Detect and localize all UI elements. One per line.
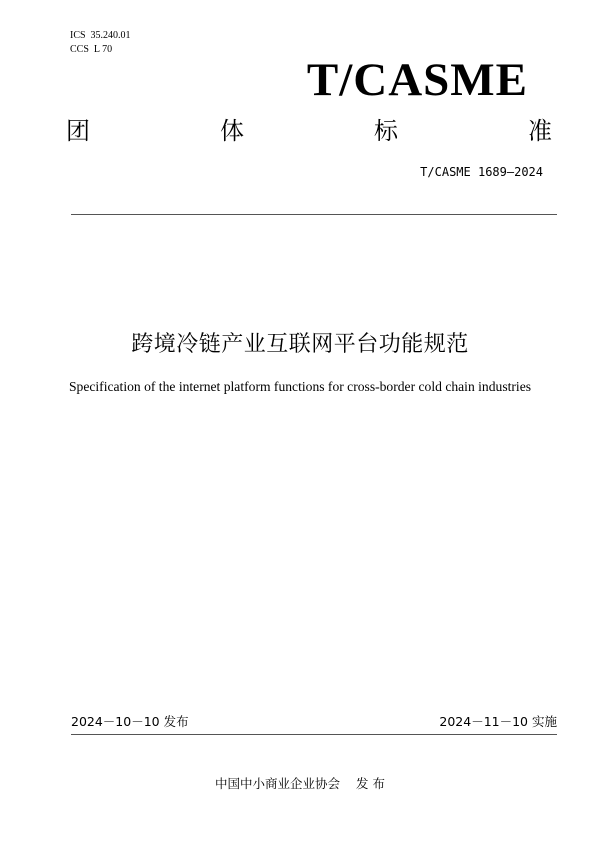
publisher-line [0, 776, 600, 792]
implementation-date: 2024－11－10 实施 [439, 714, 557, 729]
ccs-code: CCS L 70 [70, 44, 113, 55]
standard-number: T/CASME 1689—2024 [420, 165, 543, 179]
group-standard-char: 准 [528, 117, 552, 145]
brand-logo-text: T/CASME [306, 54, 528, 106]
group-standard-label [66, 116, 552, 146]
ics-code: ICS 35.240.01 [70, 30, 131, 41]
publisher-action: 发 布 [356, 776, 385, 791]
dates-row [71, 714, 557, 730]
publisher-name: 中国中小商业企业协会 [215, 776, 341, 791]
document-title-english: Specification of the internet platform functions for cross-border cold chain industries [68, 379, 532, 394]
bottom-divider [71, 734, 557, 735]
top-divider [71, 214, 557, 215]
issue-date: 2024－10－10 发布 [71, 714, 189, 729]
group-standard-char: 团 [66, 117, 90, 145]
group-standard-char: 体 [220, 117, 244, 145]
document-title-chinese: 跨境冷链产业互联网平台功能规范 [131, 332, 469, 357]
group-standard-char: 标 [374, 117, 398, 145]
